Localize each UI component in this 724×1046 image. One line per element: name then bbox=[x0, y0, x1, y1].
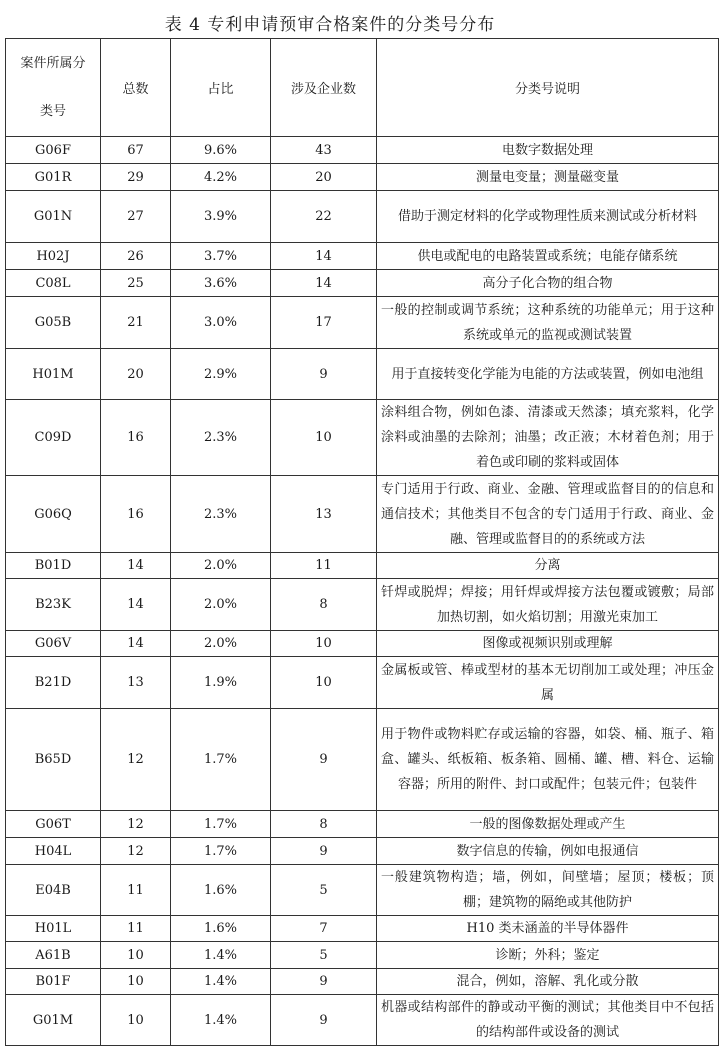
table-row bbox=[6, 631, 719, 657]
cell-companies: 9 bbox=[271, 349, 377, 400]
header-description: 分类号说明 bbox=[377, 39, 719, 137]
cell-companies: 5 bbox=[271, 942, 377, 969]
cell-ratio: 1.7% bbox=[171, 838, 271, 865]
cell-total: 12 bbox=[101, 709, 171, 811]
cell-companies: 14 bbox=[271, 243, 377, 270]
cell-companies: 5 bbox=[271, 865, 377, 916]
table-row bbox=[6, 942, 719, 969]
cell-ratio: 1.6% bbox=[171, 916, 271, 942]
cell-companies: 8 bbox=[271, 811, 377, 838]
cell-total: 29 bbox=[101, 164, 171, 191]
cell-code: G06Q bbox=[6, 476, 101, 553]
cell-ratio: 1.4% bbox=[171, 969, 271, 995]
cell-code: C09D bbox=[6, 400, 101, 476]
table-row bbox=[6, 811, 719, 838]
cell-ratio: 3.0% bbox=[171, 297, 271, 349]
table-row bbox=[6, 995, 719, 1046]
cell-code: H04L bbox=[6, 838, 101, 865]
cell-code: A61B bbox=[6, 942, 101, 969]
table-row bbox=[6, 243, 719, 270]
table-row bbox=[6, 838, 719, 865]
cell-total: 67 bbox=[101, 137, 171, 164]
cell-total: 11 bbox=[101, 865, 171, 916]
header-code-line1: 案件所属分 bbox=[20, 55, 86, 71]
cell-companies: 14 bbox=[271, 270, 377, 297]
table-title: 表 4 专利申请预审合格案件的分类号分布 bbox=[164, 15, 496, 35]
cell-description: 钎焊或脱焊；焊接；用钎焊或焊接方法包覆或镀敷；局部加热切割，如火焰切割；用激光束加工 bbox=[377, 579, 719, 631]
cell-code: E04B bbox=[6, 865, 101, 916]
cell-code: H01L bbox=[6, 916, 101, 942]
cell-code: G01N bbox=[6, 191, 101, 243]
cell-description: H10 类未涵盖的半导体器件 bbox=[377, 916, 719, 942]
table-row bbox=[6, 709, 719, 811]
cell-companies: 13 bbox=[271, 476, 377, 553]
table-row bbox=[6, 476, 719, 553]
cell-ratio: 2.0% bbox=[171, 553, 271, 579]
cell-total: 26 bbox=[101, 243, 171, 270]
table-row bbox=[6, 297, 719, 349]
cell-ratio: 1.4% bbox=[171, 942, 271, 969]
table-row bbox=[6, 349, 719, 400]
cell-ratio: 2.3% bbox=[171, 400, 271, 476]
cell-companies: 9 bbox=[271, 995, 377, 1046]
table-row bbox=[6, 400, 719, 476]
cell-companies: 20 bbox=[271, 164, 377, 191]
cell-companies: 17 bbox=[271, 297, 377, 349]
table-row bbox=[6, 865, 719, 916]
cell-total: 14 bbox=[101, 579, 171, 631]
cell-ratio: 1.4% bbox=[171, 995, 271, 1046]
cell-description: 图像或视频识别或理解 bbox=[377, 631, 719, 657]
table-row bbox=[6, 657, 719, 709]
cell-code: C08L bbox=[6, 270, 101, 297]
cell-companies: 9 bbox=[271, 709, 377, 811]
cell-total: 21 bbox=[101, 297, 171, 349]
cell-companies: 10 bbox=[271, 631, 377, 657]
cell-total: 10 bbox=[101, 995, 171, 1046]
cell-ratio: 1.7% bbox=[171, 709, 271, 811]
cell-code: G06V bbox=[6, 631, 101, 657]
cell-description: 供电或配电的电路装置或系统；电能存储系统 bbox=[377, 243, 719, 270]
header-ratio: 占比 bbox=[171, 39, 271, 137]
cell-description: 金属板或管、棒或型材的基本无切削加工或处理；冲压金属 bbox=[377, 657, 719, 709]
cell-code: G06F bbox=[6, 137, 101, 164]
cell-ratio: 1.9% bbox=[171, 657, 271, 709]
cell-code: B01F bbox=[6, 969, 101, 995]
table-row bbox=[6, 969, 719, 995]
cell-total: 12 bbox=[101, 838, 171, 865]
cell-description: 诊断；外科；鉴定 bbox=[377, 942, 719, 969]
cell-ratio: 4.2% bbox=[171, 164, 271, 191]
cell-code: H01M bbox=[6, 349, 101, 400]
cell-code: H02J bbox=[6, 243, 101, 270]
cell-description: 借助于测定材料的化学或物理性质来测试或分析材料 bbox=[377, 191, 719, 243]
table-row bbox=[6, 191, 719, 243]
cell-code: B23K bbox=[6, 579, 101, 631]
cell-description: 一般建筑物构造；墙，例如，间壁墙；屋顶；楼板；顶棚；建筑物的隔绝或其他防护 bbox=[377, 865, 719, 916]
cell-description: 电数字数据处理 bbox=[377, 137, 719, 164]
cell-ratio: 2.0% bbox=[171, 631, 271, 657]
cell-total: 14 bbox=[101, 553, 171, 579]
cell-total: 16 bbox=[101, 476, 171, 553]
cell-code: B65D bbox=[6, 709, 101, 811]
header-row bbox=[6, 39, 719, 137]
cell-ratio: 3.6% bbox=[171, 270, 271, 297]
header-total: 总数 bbox=[101, 39, 171, 137]
cell-code: G06T bbox=[6, 811, 101, 838]
cell-companies: 22 bbox=[271, 191, 377, 243]
cell-description: 一般的图像数据处理或产生 bbox=[377, 811, 719, 838]
cell-description: 数字信息的传输，例如电报通信 bbox=[377, 838, 719, 865]
cell-total: 14 bbox=[101, 631, 171, 657]
cell-description: 用于直接转变化学能为电能的方法或装置，例如电池组 bbox=[377, 349, 719, 400]
cell-code: B21D bbox=[6, 657, 101, 709]
cell-ratio: 2.3% bbox=[171, 476, 271, 553]
cell-total: 11 bbox=[101, 916, 171, 942]
cell-code: G01M bbox=[6, 995, 101, 1046]
cell-description: 机器或结构部件的静或动平衡的测试；其他类目中不包括的结构部件或设备的测试 bbox=[377, 995, 719, 1046]
cell-total: 13 bbox=[101, 657, 171, 709]
cell-ratio: 9.6% bbox=[171, 137, 271, 164]
cell-total: 25 bbox=[101, 270, 171, 297]
cell-companies: 9 bbox=[271, 969, 377, 995]
cell-description: 一般的控制或调节系统；这种系统的功能单元；用于这种系统或单元的监视或测试装置 bbox=[377, 297, 719, 349]
table-body bbox=[6, 137, 719, 1046]
cell-companies: 10 bbox=[271, 657, 377, 709]
cell-companies: 11 bbox=[271, 553, 377, 579]
table-row bbox=[6, 579, 719, 631]
cell-companies: 8 bbox=[271, 579, 377, 631]
table-row bbox=[6, 553, 719, 579]
cell-total: 27 bbox=[101, 191, 171, 243]
cell-ratio: 2.9% bbox=[171, 349, 271, 400]
table-row bbox=[6, 164, 719, 191]
table-row bbox=[6, 137, 719, 164]
cell-ratio: 3.9% bbox=[171, 191, 271, 243]
table-row bbox=[6, 270, 719, 297]
cell-description: 测量电变量；测量磁变量 bbox=[377, 164, 719, 191]
cell-description: 涂料组合物，例如色漆、清漆或天然漆；填充浆料，化学涂料或油墨的去除剂；油墨；改正液；木材着色剂；用于着色或印刷的浆料或固体 bbox=[377, 400, 719, 476]
classification-table bbox=[5, 38, 719, 1046]
cell-ratio: 1.6% bbox=[171, 865, 271, 916]
cell-ratio: 2.0% bbox=[171, 579, 271, 631]
cell-ratio: 3.7% bbox=[171, 243, 271, 270]
cell-description: 用于物件或物料贮存或运输的容器，如袋、桶、瓶子、箱盒、罐头、纸板箱、板条箱、圆桶、罐、槽、料仓、运输容器；所用的附件、封口或配件；包装元件；包装件 bbox=[377, 709, 719, 811]
table-row bbox=[6, 916, 719, 942]
cell-total: 20 bbox=[101, 349, 171, 400]
cell-description: 专门适用于行政、商业、金融、管理或监督目的的信息和通信技术；其他类目不包含的专门适用于行政、商业、金融、管理或监督目的的系统或方法 bbox=[377, 476, 719, 553]
cell-companies: 7 bbox=[271, 916, 377, 942]
cell-companies: 9 bbox=[271, 838, 377, 865]
header-code-line2: 类号 bbox=[39, 103, 66, 119]
cell-total: 10 bbox=[101, 969, 171, 995]
cell-ratio: 1.7% bbox=[171, 811, 271, 838]
header-code bbox=[6, 39, 101, 137]
cell-code: G01R bbox=[6, 164, 101, 191]
cell-code: G05B bbox=[6, 297, 101, 349]
cell-description: 混合，例如，溶解、乳化或分散 bbox=[377, 969, 719, 995]
cell-description: 高分子化合物的组合物 bbox=[377, 270, 719, 297]
cell-companies: 43 bbox=[271, 137, 377, 164]
cell-companies: 10 bbox=[271, 400, 377, 476]
cell-description: 分离 bbox=[377, 553, 719, 579]
cell-code: B01D bbox=[6, 553, 101, 579]
header-companies: 涉及企业数 bbox=[271, 39, 377, 137]
cell-total: 12 bbox=[101, 811, 171, 838]
cell-total: 10 bbox=[101, 942, 171, 969]
cell-total: 16 bbox=[101, 400, 171, 476]
